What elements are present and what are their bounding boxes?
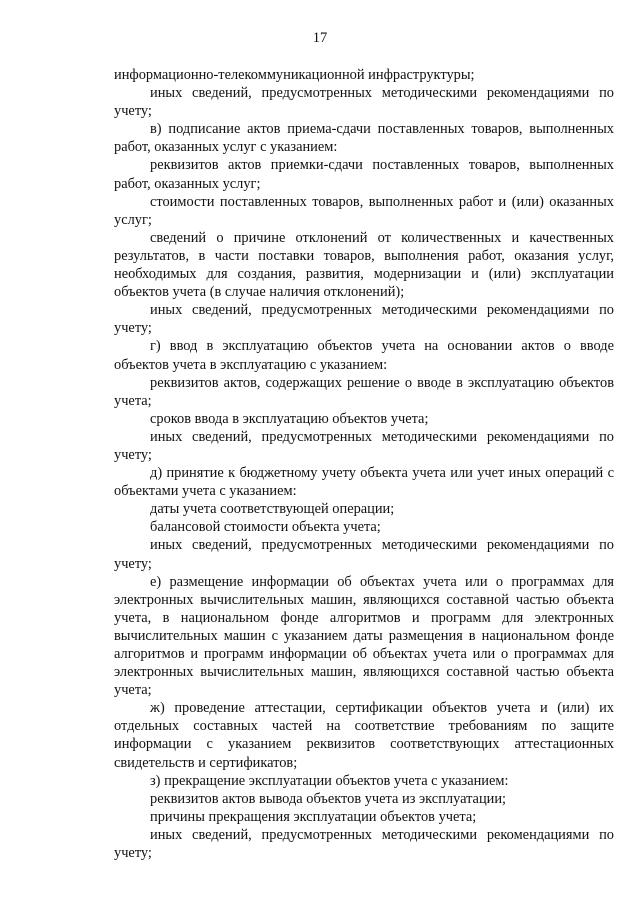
paragraph: иных сведений, предусмотренных методическими рекомендациями по учету; bbox=[114, 428, 614, 463]
paragraph: стоимости поставленных товаров, выполненных работ и (или) оказанных услуг; bbox=[114, 193, 614, 228]
paragraph: причины прекращения эксплуатации объектов учета; bbox=[150, 808, 477, 825]
paragraph: реквизитов актов приемки-сдачи поставленных товаров, выполненных работ, оказанных услуг; bbox=[114, 157, 614, 192]
paragraph: сведений о причине отклонений от количественных и качественных результатов, в части поставки товаров, выполнения работ, оказания услуг, необходимых для создания, развития, модернизации и (или) эксплуатации объектов учета (в случае наличия отклонений); bbox=[114, 229, 614, 301]
page-number: 17 bbox=[312, 30, 328, 46]
paragraph: з) прекращение эксплуатации объектов учета с указанием: bbox=[150, 772, 509, 789]
paragraph: информационно-телекоммуникационной инфраструктуры; bbox=[114, 67, 475, 83]
paragraph: д) принятие к бюджетному учету объекта учета или учет иных операций с объектами учета с указанием: bbox=[114, 465, 614, 500]
paragraph: даты учета соответствующей операции; bbox=[150, 501, 395, 518]
document-body bbox=[114, 66, 614, 862]
paragraph: в) подписание актов приема-сдачи поставленных товаров, выполненных работ, оказанных услуг с указанием: bbox=[114, 121, 614, 156]
paragraph: иных сведений, предусмотренных методическими рекомендациями по учету; bbox=[114, 537, 614, 572]
paragraph: г) ввод в эксплуатацию объектов учета на основании актов о вводе объектов учета в эксплуатацию с указанием: bbox=[114, 338, 614, 373]
paragraph: иных сведений, предусмотренных методическими рекомендациями по учету; bbox=[114, 85, 614, 120]
paragraph: иных сведений, предусмотренных методическими рекомендациями по учету; bbox=[114, 302, 614, 337]
paragraph: реквизитов актов, содержащих решение о вводе в эксплуатацию объектов учета; bbox=[114, 374, 614, 409]
paragraph: иных сведений, предусмотренных методическими рекомендациями по учету; bbox=[114, 826, 614, 862]
paragraph: реквизитов актов вывода объектов учета из эксплуатации; bbox=[150, 790, 507, 807]
paragraph: е) размещение информации об объектах учета или о программах для электронных вычислительных машин, являющихся составной частью объекта учета, в национальном фонде алгоритмов и программ для электронных вычислительных машин с указанием даты размещения в национальном фонде алгоритмов и программ информации об объектах учета или о программах для электронных вычислительных машин, являющихся составной частью объекта учета; bbox=[114, 573, 614, 699]
paragraph: балансовой стоимости объекта учета; bbox=[150, 519, 381, 536]
paragraph: ж) проведение аттестации, сертификации объектов учета и (или) их отдельных составных частей на соответствие требованиям по защите информации с указанием реквизитов соответствующих аттестационных свидетельств и сертификатов; bbox=[114, 700, 614, 771]
paragraph: сроков ввода в эксплуатацию объектов учета; bbox=[150, 410, 429, 427]
